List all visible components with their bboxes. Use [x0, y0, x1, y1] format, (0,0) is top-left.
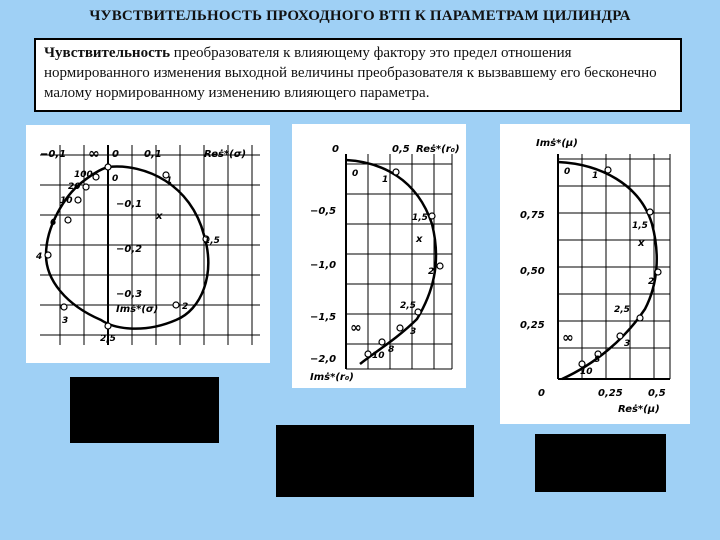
- point-label: 1,5: [632, 221, 648, 231]
- x-axis-label: Reṡ*(μ): [618, 404, 660, 415]
- infinity-label: ∞: [88, 146, 100, 162]
- point-label: 0: [112, 174, 119, 184]
- chart-mu: [500, 124, 690, 424]
- y-axis-label: Imṡ*(μ): [536, 138, 578, 149]
- x-tick-label: 0,25: [598, 388, 623, 399]
- definition-box: [34, 38, 682, 112]
- point-label: 8: [594, 355, 601, 365]
- point-label: 8: [388, 345, 395, 355]
- x-axis-label: Reṡ*(r₀): [416, 144, 460, 155]
- y-axis-label: Imṡ*(r₀): [310, 372, 354, 383]
- point-label: 1: [382, 175, 389, 185]
- y-tick-label: −1,5: [310, 312, 337, 323]
- point-label: 1: [592, 171, 599, 181]
- point-label: 2: [182, 302, 189, 312]
- x-arrow-label: x: [416, 234, 423, 245]
- point-label: 1,5: [412, 213, 428, 223]
- curve-mu: [558, 162, 657, 379]
- y-tick-label: −0,1: [116, 199, 143, 210]
- point-label: 2,5: [400, 301, 416, 311]
- point-label: 3: [62, 316, 69, 326]
- chart-sigma: [26, 125, 270, 363]
- x-tick-label: 0: [112, 149, 119, 160]
- y-tick-label: −0,2: [116, 244, 143, 255]
- y-tick-label: 0,75: [520, 210, 545, 221]
- chart-r0-svg: [292, 124, 466, 388]
- x-tick-label: 0,5: [392, 144, 410, 155]
- infinity-label: ∞: [350, 320, 362, 336]
- y-axis-label: Imṡ*(σ): [116, 304, 159, 315]
- formula-box-2: [276, 425, 474, 497]
- point-label: 0: [352, 169, 359, 179]
- point-label: 10: [580, 367, 593, 377]
- point-label: 3: [624, 339, 631, 349]
- x-arrow-label: x: [156, 211, 163, 222]
- x-arrow-label: x: [638, 238, 645, 249]
- grid-sigma: [40, 145, 260, 345]
- x-tick-label: 0,5: [648, 388, 666, 399]
- x-tick-label: −0,1: [40, 149, 67, 160]
- chart-mu-svg: [500, 124, 690, 424]
- formula-box-1: [70, 377, 219, 443]
- point-label: 1,5: [204, 236, 220, 246]
- points-r0: [365, 169, 443, 357]
- x-axis-label: Reṡ*(σ): [204, 149, 247, 160]
- chart-sigma-svg: [26, 125, 270, 363]
- x-tick-label: 0: [538, 388, 545, 399]
- y-tick-label: −1,0: [310, 260, 337, 271]
- point-label: 10: [60, 196, 73, 206]
- point-label: 4: [36, 252, 43, 262]
- point-label: 2,5: [100, 334, 116, 344]
- y-tick-label: −2,0: [310, 354, 337, 365]
- definition-term: Чувствительность: [44, 45, 171, 61]
- infinity-label: ∞: [562, 330, 574, 346]
- x-tick-label: 0,1: [144, 149, 162, 160]
- y-tick-label: −0,3: [116, 289, 143, 300]
- point-label: 3: [410, 327, 417, 337]
- definition-text: преобразователя к влияющему фактору это предел отношения нормированного изменения выходной величины преобразователя к вызвавшему его бесконечно малому нормированному изменению влияющего параметра.: [44, 45, 657, 101]
- point-label: 10: [372, 351, 385, 361]
- point-label: 6: [50, 218, 57, 228]
- point-label: 0: [564, 167, 571, 177]
- point-label: 20: [68, 182, 81, 192]
- point-label: 2,5: [614, 305, 630, 315]
- point-label: 2: [428, 267, 435, 277]
- y-tick-label: 0,25: [520, 320, 545, 331]
- y-tick-label: −0,5: [310, 206, 337, 217]
- slide-title: ЧУВСТВИТЕЛЬНОСТЬ ПРОХОДНОГО ВТП К ПАРАМЕТРАМ ЦИЛИНДРА: [89, 8, 631, 24]
- y-tick-label: 0,50: [520, 266, 545, 277]
- formula-box-3: [535, 434, 666, 492]
- x-tick-label: 0: [332, 144, 339, 155]
- point-label: 2: [648, 277, 655, 287]
- chart-r0: [292, 124, 466, 388]
- point-label: 100: [74, 170, 93, 180]
- point-label: 1: [166, 176, 173, 186]
